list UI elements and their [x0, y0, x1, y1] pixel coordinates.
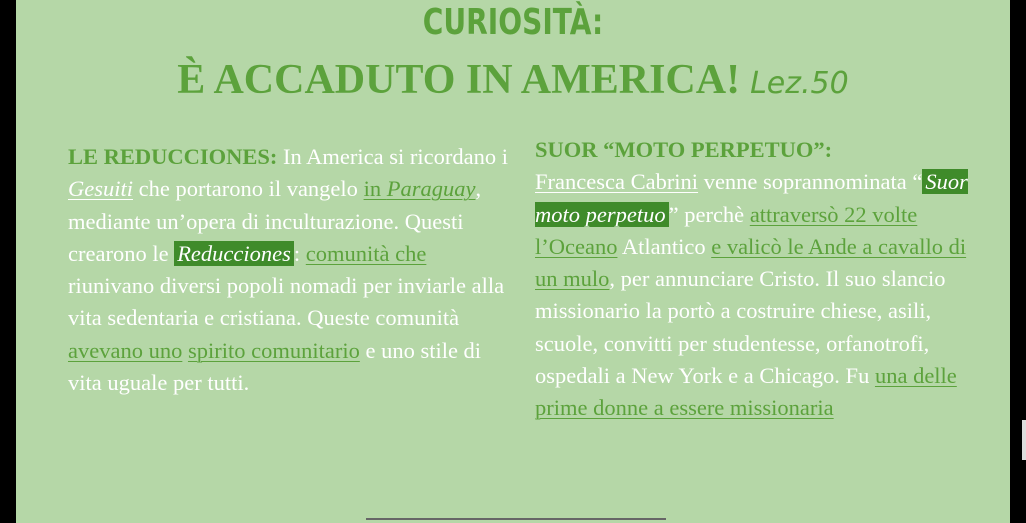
paraguay-underline: [364, 176, 476, 201]
avevano-underline: avevano uno: [68, 337, 183, 363]
text-run: Atlantico: [617, 233, 712, 259]
gesuiti-link: Gesuiti: [68, 176, 133, 202]
francesca-cabrini-underline: Francesca Cabrini: [535, 169, 699, 195]
text-run: ” perchè: [668, 201, 750, 227]
text-run: in: [363, 176, 387, 202]
reducciones-paragraph: [68, 141, 508, 399]
una-delle-underline: una delle prime donne a essere missionaria: [535, 363, 957, 421]
text-run: , per annunciare Cristo. Il suo slancio missionario la portò a costruire chiese, asili, scuole, convitti per studentesse, orfanotrofi, ospedali a New York e a Chicago. Fu: [535, 266, 946, 389]
suor-moto-highlight: Suor moto perpetuo: [535, 169, 968, 227]
page-title: [16, 56, 1010, 104]
paraguay-word: Paraguay: [386, 176, 476, 202]
text-run: che portarono il vangelo: [133, 176, 364, 202]
attraverso-underline: attraversò 22 volte l’Oceano: [535, 201, 918, 259]
reducciones-highlight: Reducciones: [174, 241, 294, 266]
moto-perpetuo-paragraph: [535, 134, 985, 425]
handwritten-note: Lez.50: [750, 66, 849, 101]
title-text: È ACCADUTO IN AMERICA!: [177, 57, 741, 103]
text-run: venne soprannominata “: [698, 169, 923, 195]
bottom-divider: [366, 518, 666, 520]
reducciones-heading: LE REDUCCIONES:: [68, 144, 278, 169]
moto-perpetuo-heading: SUOR “MOTO PERPETUO”:: [535, 137, 833, 162]
slide: [16, 0, 1010, 523]
scrollbar[interactable]: [1022, 420, 1026, 460]
text-run: In America si ricordano i: [277, 144, 508, 169]
text-run: e uno stile di vita uguale per tutti.: [68, 337, 482, 396]
text-run: :: [293, 240, 306, 266]
comunita-underline: comunità che: [305, 240, 427, 266]
text-run: riunivano diversi popoli nomadi per inviarle alla vita sedentaria e cristiana. Queste comunità: [68, 273, 505, 331]
kicker-title: CURIOSITÀ:: [422, 2, 604, 43]
valico-underline: e valicò le Ande a cavallo di un mulo: [535, 233, 967, 292]
spirito-underline: spirito comunitario: [187, 337, 360, 363]
text-run: , mediante un’opera di inculturazione. Questi crearono le: [68, 176, 482, 266]
